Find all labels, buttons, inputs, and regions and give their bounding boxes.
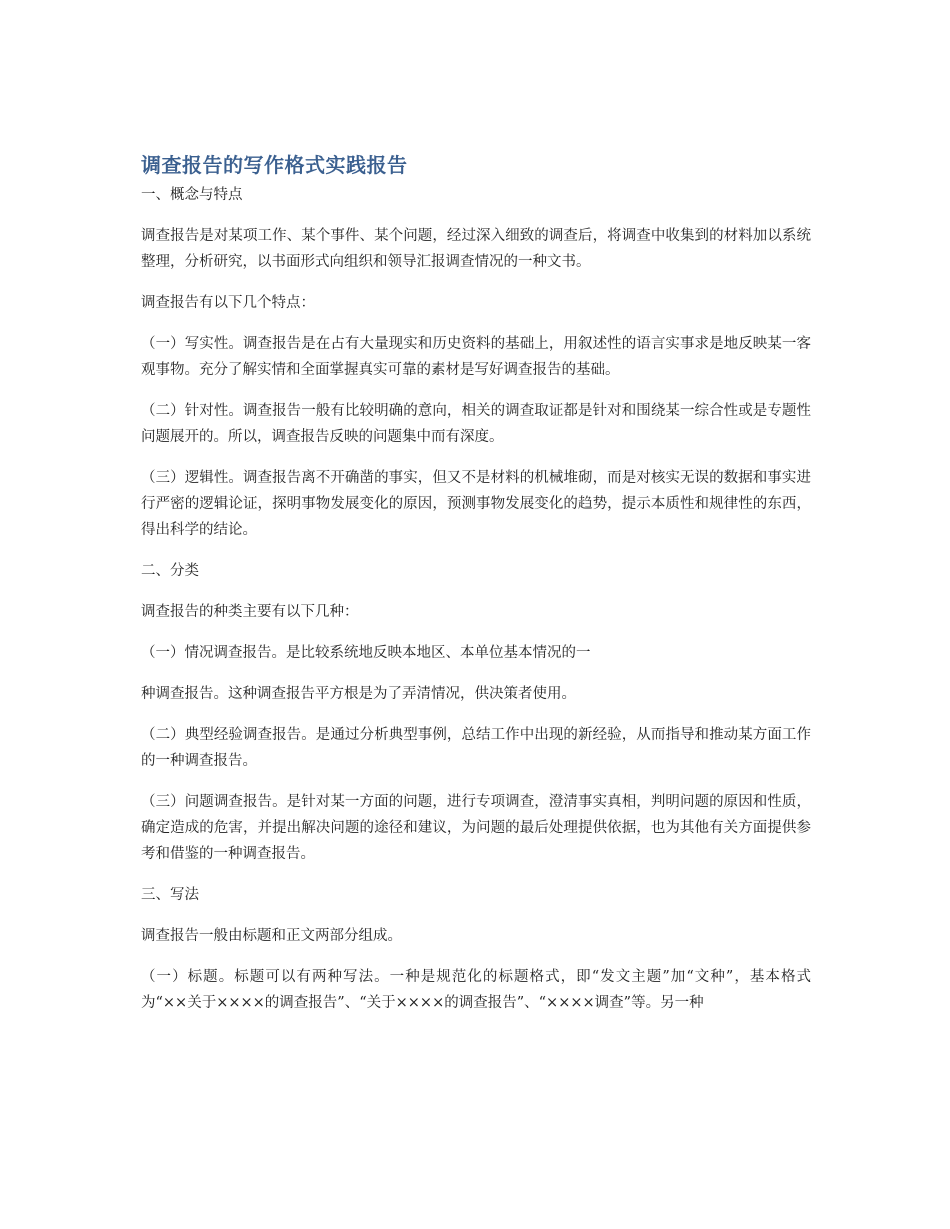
section-heading: 一、概念与特点 [141,187,243,203]
paragraph: （一）写实性。调查报告是在占有大量现实和历史资料的基础上，用叙述性的语言实事求是地反映某一客观事物。充分了解实情和全面掌握真实可靠的素材是写好调查报告的基础。 [141,336,811,378]
paragraph: 调查报告有以下几个特点： [141,295,315,311]
paragraph: 调查报告是对某项工作、某个事件、某个问题，经过深入细致的调查后，将调查中收集到的材料加以系统整理，分析研究，以书面形式向组织和领导汇报调查情况的一种文书。 [141,228,811,270]
paragraph: （三）问题调查报告。是针对某一方面的问题，进行专项调查，澄清事实真相，判明问题的原因和性质，确定造成的危害，并提出解决问题的途径和建议，为问题的最后处理提供依据，也为其他有关方面提供参考和借鉴的一种调查报告。 [141,794,811,862]
paragraph: （一）情况调查报告。是比较系统地反映本地区、本单位基本情况的一 [141,645,591,661]
paragraph: （一）标题。标题可以有两种写法。一种是规范化的标题格式，即“发文主题”加“文种”，基本格式为“××关于××××的调查报告”、“关于××××的调查报告”、“××××调查”等。另一种 [141,969,811,1011]
paragraph: 调查报告一般由标题和正文两部分组成。 [141,928,402,944]
paragraph: 种调查报告。这种调查报告平方根是为了弄清情况，供决策者使用。 [141,686,576,702]
paragraph: （三）逻辑性。调查报告离不开确凿的事实，但又不是材料的机械堆砌，而是对核实无误的数据和事实进行严密的逻辑论证，探明事物发展变化的原因，预测事物发展变化的趋势，提示本质性和规律性的东西，得出科学的结论。 [141,470,811,538]
paragraph: （二）针对性。调查报告一般有比较明确的意向，相关的调查取证都是针对和围绕某一综合性或是专题性问题展开的。所以，调查报告反映的问题集中而有深度。 [141,403,811,445]
paragraph: 调查报告的种类主要有以下几种： [141,604,359,620]
section-heading: 二、分类 [141,563,199,579]
paragraph: （二）典型经验调查报告。是通过分析典型事例，总结工作中出现的新经验，从而指导和推动某方面工作的一种调查报告。 [141,727,811,769]
section-heading: 三、写法 [141,887,199,903]
document-title: 调查报告的写作格式实践报告 [141,153,408,177]
document-body [141,150,811,1031]
